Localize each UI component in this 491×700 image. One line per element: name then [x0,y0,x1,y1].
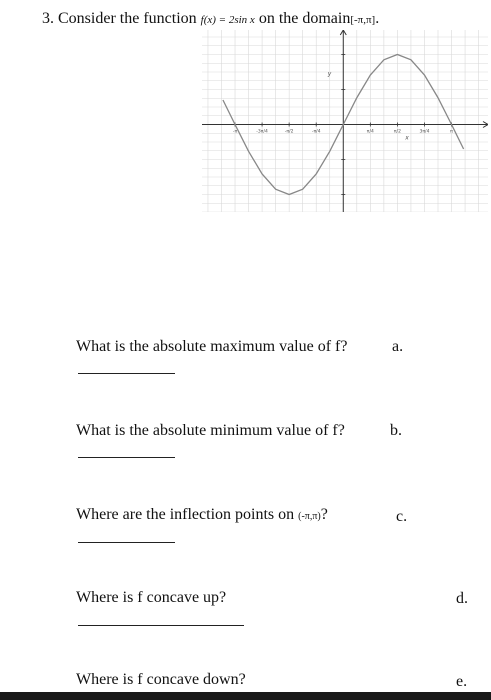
y-axis-letter: y [327,70,332,78]
problem-trailing: . [375,10,380,27]
x-tick-label: -π/2 [284,129,294,135]
domain-prefix: on the domain [258,10,351,27]
problem-number: 3. [42,10,54,27]
x-tick-label: -π/4 [311,129,321,135]
question-c [76,506,328,524]
x-tick-label: π/4 [366,129,374,135]
question-c-interval: (-π,π) [298,511,321,522]
x-tick-label: -π [232,129,238,135]
answer-letter-b: b. [390,422,402,439]
question-d: Where is f concave up? [76,589,227,606]
answer-letter-d: d. [456,590,468,607]
answer-line-a[interactable] [78,373,175,374]
answer-letter-c: c. [396,508,408,525]
answer-letter-a: a. [392,338,404,355]
domain-expression: [-π,π] [350,14,376,26]
question-e: Where is f concave down? [76,671,246,688]
question-a: What is the absolute maximum value of f? [76,338,348,355]
x-tick-label: π [450,129,453,135]
question-b: What is the absolute minimum value of f? [76,422,345,439]
question-c-text: Where are the inflection points on [76,506,295,523]
bottom-edge-bar [0,692,491,700]
problem-statement [42,10,379,28]
x-axis-letter: x [405,134,409,142]
answer-letter-e: e. [456,673,468,690]
x-tick-label: -3π/4 [256,129,268,135]
x-tick-label: 3π/4 [419,129,430,135]
answer-line-d[interactable] [78,625,244,626]
answer-line-c[interactable] [78,542,175,543]
sine-graph [202,30,488,212]
problem-intro: Consider the function [58,10,197,27]
x-tick-label: π/2 [393,129,401,135]
answer-line-b[interactable] [78,457,175,458]
question-c-end: ? [320,506,328,523]
function-expression: f(x) = 2sin x [200,14,255,26]
